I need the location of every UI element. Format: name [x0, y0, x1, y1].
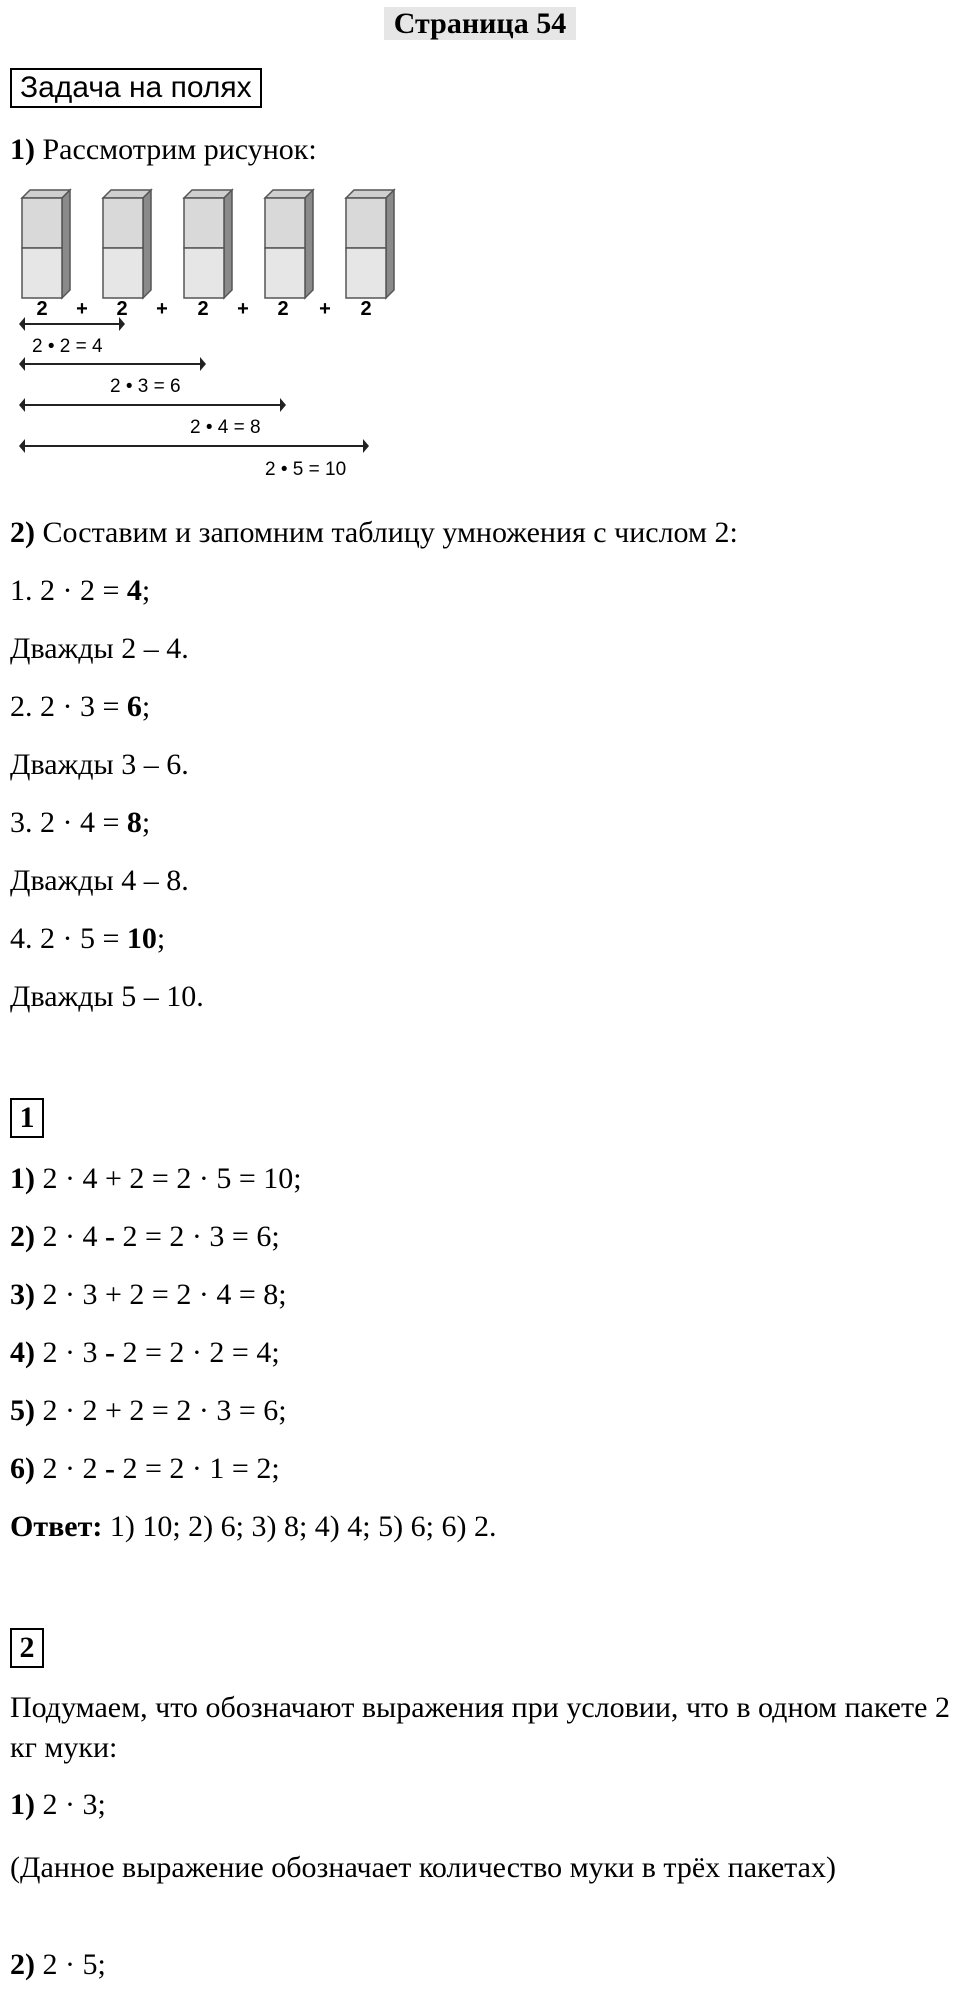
top-label: + — [76, 298, 88, 320]
figure-top-labels — [36, 298, 371, 320]
cube-stack — [265, 190, 313, 298]
segment-arrow — [19, 398, 25, 412]
answer-text: 1) 10; 2) 6; 3) 8; 4) 4; 5) 6; 6) 2. — [102, 1510, 497, 1543]
segment-arrow — [280, 398, 286, 412]
expr: 4. 2 · 5 = — [10, 922, 127, 955]
task1-answer — [10, 1508, 496, 1546]
table-intro-line — [10, 514, 738, 552]
intro-text: Рассмотрим рисунок: — [42, 133, 317, 166]
cube-side-face — [305, 190, 313, 298]
table-expression — [10, 572, 150, 610]
table-intro-text: Составим и запомним таблицу умножения с числом 2: — [42, 516, 738, 549]
cube-side-face — [224, 190, 232, 298]
item-number: 2) — [10, 1220, 35, 1253]
item-number: 2) — [10, 1948, 35, 1981]
table-phrase: Дважды 3 – 6. — [10, 748, 189, 781]
cube-front-face — [103, 198, 143, 248]
item-expr: 2 · 5; — [35, 1948, 106, 1981]
cube-front-face — [346, 198, 386, 248]
item-number: 6) — [10, 1452, 35, 1485]
top-label: 2 — [277, 298, 289, 320]
table-expression — [10, 688, 150, 726]
cube-stack — [346, 190, 394, 298]
item-expr-a: 2 · 3 — [35, 1278, 105, 1311]
expr-result: 8 — [126, 806, 142, 839]
cube-front-face — [265, 198, 305, 248]
item-expr-b: 2 = 2 · 4 = 8; — [121, 1278, 287, 1311]
item-number: 1) — [10, 1162, 35, 1195]
segment-arrow — [200, 357, 206, 371]
figure-segment-labels — [32, 336, 346, 480]
item-expr-a: 2 · 4 — [35, 1220, 105, 1253]
table-phrase: Дважды 2 – 4. — [10, 632, 189, 665]
expr-end: ; — [141, 574, 151, 607]
item-expr-a: 2 · 2 — [35, 1452, 105, 1485]
cube-side-face — [386, 190, 394, 298]
segment-label: 2 • 4 = 8 — [190, 417, 261, 438]
intro-number: 1) — [10, 133, 35, 166]
task2-note: (Данное выражение обозначает количество муки в трёх пакетах) — [10, 1851, 836, 1884]
multiplication-figure — [10, 180, 415, 495]
margin-task-label: Задача на полях — [10, 68, 262, 108]
segment-arrow — [19, 439, 25, 453]
cube-side-face — [143, 190, 151, 298]
cube-front-face — [346, 248, 386, 298]
table-intro-number: 2) — [10, 516, 35, 549]
segment-arrow — [19, 317, 25, 331]
cube-stack — [184, 190, 232, 298]
item-expr-a: 2 · 2 — [35, 1394, 105, 1427]
cube-front-face — [184, 248, 224, 298]
item-operator: - — [105, 1336, 115, 1369]
segment-label: 2 • 5 = 10 — [265, 459, 347, 480]
item-expr-a: 2 · 4 — [35, 1162, 105, 1195]
item-operator: + — [105, 1394, 122, 1427]
top-label: 2 — [116, 298, 128, 320]
expr-result: 10 — [126, 922, 157, 955]
item-operator: - — [105, 1452, 115, 1485]
item-operator: - — [105, 1220, 115, 1253]
expr: 3. 2 · 4 = — [10, 806, 127, 839]
cube-front-face — [103, 248, 143, 298]
expr: 2. 2 · 3 = — [10, 690, 127, 723]
task2-number-box: 2 — [10, 1628, 44, 1668]
task1-item — [10, 1334, 280, 1372]
top-label: 2 — [197, 298, 209, 320]
cube-stack — [22, 190, 70, 298]
top-label: + — [237, 298, 249, 320]
top-label: 2 — [36, 298, 48, 320]
top-label: + — [319, 298, 331, 320]
item-number: 3) — [10, 1278, 35, 1311]
top-label: + — [156, 298, 168, 320]
page-title — [0, 4, 960, 44]
expr: 1. 2 · 2 = — [10, 574, 127, 607]
item-operator: + — [105, 1162, 122, 1195]
task1-item — [10, 1218, 280, 1256]
item-expr-b: 2 = 2 · 1 = 2; — [115, 1452, 280, 1485]
task1-number-box: 1 — [10, 1098, 44, 1138]
expr-end: ; — [141, 690, 151, 723]
cube-stack — [103, 190, 151, 298]
item-expr-b: 2 = 2 · 3 = 6; — [115, 1220, 280, 1253]
task2-item — [10, 1946, 106, 1984]
item-expr: 2 · 3; — [35, 1788, 106, 1821]
expr-end: ; — [156, 922, 166, 955]
segment-arrow — [19, 357, 25, 371]
item-operator: + — [105, 1278, 122, 1311]
expr-end: ; — [141, 806, 151, 839]
item-expr-b: 2 = 2 · 5 = 10; — [121, 1162, 302, 1195]
task1-item — [10, 1160, 302, 1198]
expr-result: 4 — [126, 574, 142, 607]
table-expression — [10, 920, 165, 958]
cube-front-face — [184, 198, 224, 248]
segment-label: 2 • 2 = 4 — [32, 336, 103, 357]
expr-result: 6 — [126, 690, 142, 723]
table-expression — [10, 804, 150, 842]
table-phrase: Дважды 4 – 8. — [10, 864, 189, 897]
segment-arrow — [363, 439, 369, 453]
task2-intro: Подумаем, что обозначают выражения при условии, что в одном пакете 2 кг муки: — [10, 1691, 950, 1764]
task2-item — [10, 1786, 106, 1824]
item-number: 4) — [10, 1336, 35, 1369]
item-expr-b: 2 = 2 · 3 = 6; — [121, 1394, 287, 1427]
cube-stacks — [22, 190, 394, 298]
cube-front-face — [22, 248, 62, 298]
segment-label: 2 • 3 = 6 — [110, 376, 181, 397]
item-number: 5) — [10, 1394, 35, 1427]
intro-line — [10, 131, 317, 169]
page-title-text: Страница 54 — [384, 7, 576, 40]
task1-item — [10, 1450, 280, 1488]
cube-front-face — [22, 198, 62, 248]
item-expr-a: 2 · 3 — [35, 1336, 105, 1369]
item-expr-b: 2 = 2 · 2 = 4; — [115, 1336, 280, 1369]
item-number: 1) — [10, 1788, 35, 1821]
table-phrase: Дважды 5 – 10. — [10, 980, 204, 1013]
task1-item — [10, 1392, 287, 1430]
answer-label: Ответ: — [10, 1510, 103, 1543]
task1-item — [10, 1276, 287, 1314]
cube-side-face — [62, 190, 70, 298]
top-label: 2 — [360, 298, 372, 320]
cube-front-face — [265, 248, 305, 298]
